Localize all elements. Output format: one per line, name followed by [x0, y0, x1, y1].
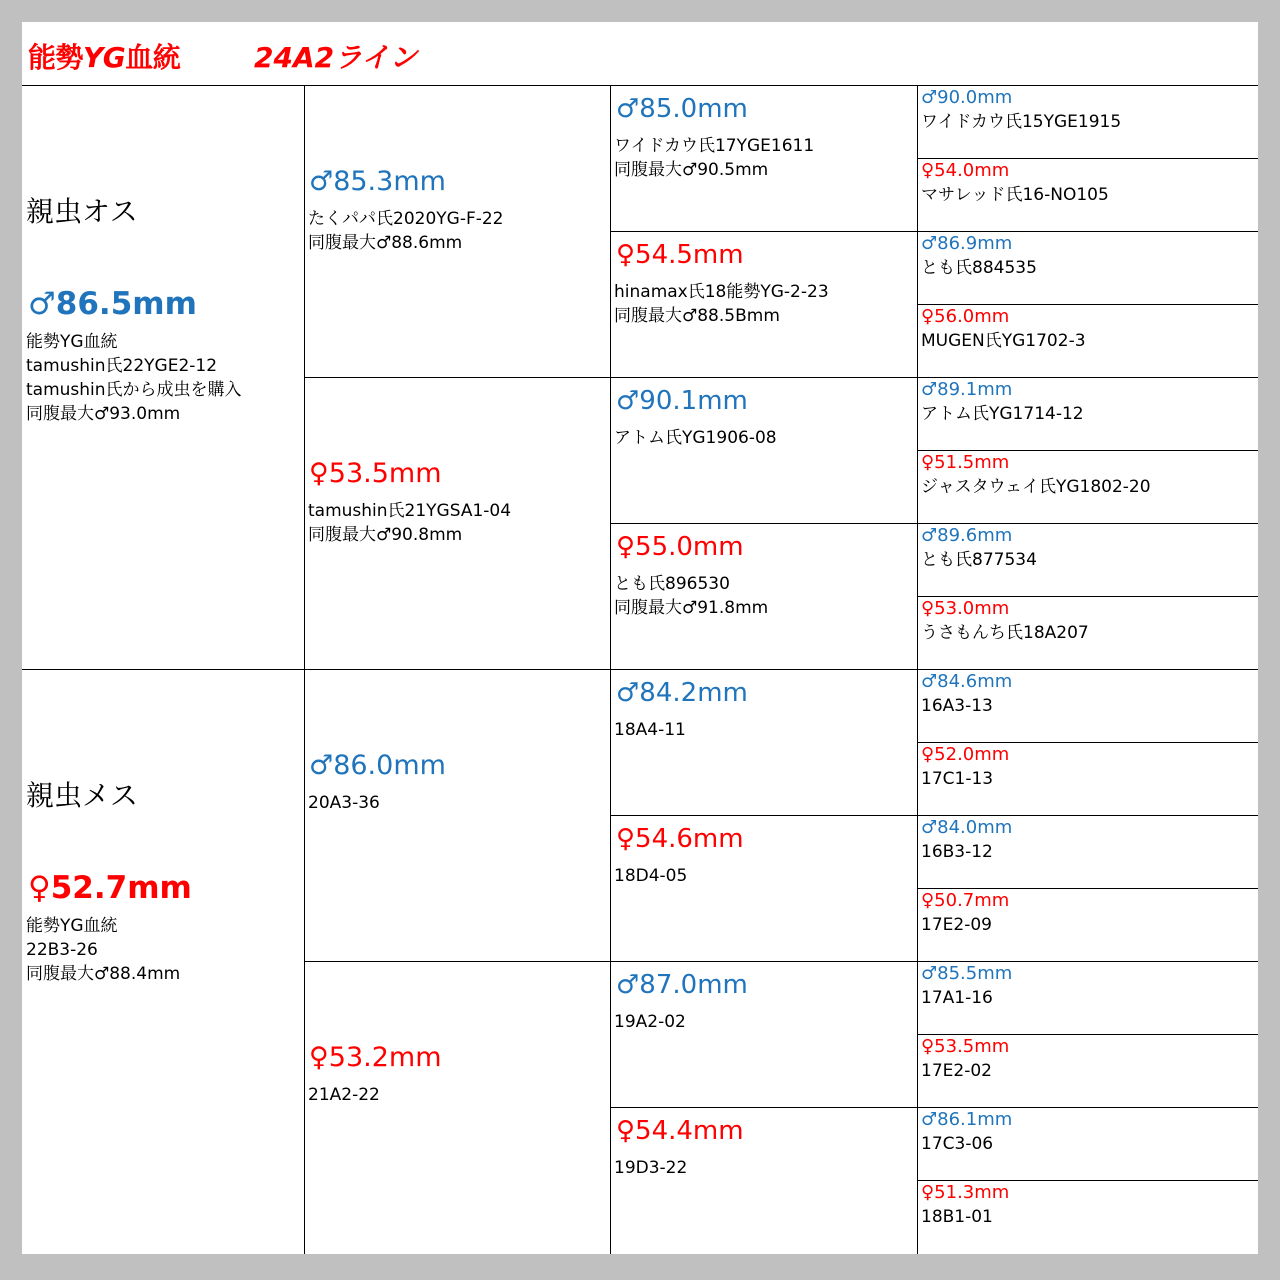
ancestor-size: ♂86.9mm	[921, 233, 1013, 254]
ancestor-detail-line: 16A3-13	[921, 696, 993, 716]
page-title	[28, 36, 180, 76]
ancestor-size: ♀50.7mm	[921, 890, 1010, 911]
grandparent-cell	[305, 378, 610, 670]
great-grandparent-details	[614, 426, 777, 450]
title-suffix: 血統	[125, 41, 181, 74]
great-grandparent-details	[614, 572, 768, 620]
great-grandparent-details	[614, 134, 814, 182]
great-grandparent-cell	[611, 1108, 917, 1254]
grandparent-detail-line: tamushin氏21YGSA1-04	[308, 501, 512, 521]
ancestor-cell	[918, 1035, 1258, 1108]
dam-cell	[22, 670, 304, 1254]
dam-heading: 親虫メス	[26, 779, 139, 812]
ancestor-cell	[918, 1108, 1258, 1181]
ancestor-detail-line: 17E2-02	[921, 1061, 992, 1081]
sire-cell	[22, 86, 304, 670]
ancestor-detail-line: マサレッド氏16-NO105	[921, 185, 1109, 205]
great-grandparent-cell	[611, 378, 917, 524]
ancestor-size: ♀51.3mm	[921, 1182, 1010, 1203]
ancestor-cell	[918, 816, 1258, 889]
ancestor-detail-line: とも氏884535	[921, 258, 1037, 278]
sire-detail-line: tamushin氏22YGE2-12	[26, 356, 218, 376]
sire-details	[26, 330, 242, 426]
grandparent-detail-line: 21A2-22	[308, 1085, 380, 1105]
ancestor-cell	[918, 743, 1258, 816]
grandparent-details	[308, 1083, 380, 1107]
sire-detail-line: 同腹最大♂93.0mm	[26, 404, 181, 424]
grandparent-details	[308, 791, 380, 815]
sire-heading: 親虫オス	[26, 195, 138, 228]
great-grandparent-cell	[611, 962, 917, 1108]
ancestor-cell	[918, 1181, 1258, 1254]
sire-size: ♂86.5mm	[28, 286, 197, 322]
grandparent-size: ♂86.0mm	[309, 750, 446, 781]
great-grandparent-detail-line: 19A2-02	[614, 1012, 686, 1032]
ancestor-detail-line: ワイドカウ氏15YGE1915	[921, 112, 1122, 132]
grandparent-cell	[305, 670, 610, 962]
ancestor-size: ♀53.0mm	[921, 598, 1010, 619]
great-grandparent-details	[614, 1010, 686, 1034]
great-grandparent-size: ♂87.0mm	[616, 970, 748, 1000]
ancestor-cell	[918, 524, 1258, 597]
great-grandparent-cell	[611, 524, 917, 670]
sire-detail-line: 能勢YG血統	[26, 332, 118, 352]
grandparent-details	[308, 207, 504, 255]
ancestor-size: ♀56.0mm	[921, 306, 1010, 327]
ancestor-size: ♂86.1mm	[921, 1109, 1013, 1130]
ancestor-cell	[918, 86, 1258, 159]
great-grandparent-detail-line: 同腹最大♂91.8mm	[614, 598, 769, 618]
ancestor-cell	[918, 962, 1258, 1035]
title-yg: YG	[83, 41, 126, 74]
ancestor-size: ♂89.1mm	[921, 379, 1013, 400]
ancestor-size: ♂90.0mm	[921, 87, 1013, 108]
great-grandparent-size: ♂85.0mm	[616, 94, 748, 124]
great-grandparent-cell	[611, 232, 917, 378]
great-grandparent-detail-line: 19D3-22	[614, 1158, 688, 1178]
ancestor-detail-line: 17A1-16	[921, 988, 993, 1008]
grandparent-cell	[305, 962, 610, 1254]
ancestor-size: ♂85.5mm	[921, 963, 1013, 984]
grandparent-details	[308, 499, 511, 547]
great-grandparent-details	[614, 718, 686, 742]
ancestor-detail-line: 17E2-09	[921, 915, 992, 935]
title-bar	[22, 22, 1258, 86]
ancestor-cell	[918, 232, 1258, 305]
great-grandparent-size: ♀54.4mm	[616, 1116, 744, 1146]
great-grandparent-size: ♂84.2mm	[616, 678, 748, 708]
grandparent-size: ♀53.5mm	[309, 458, 442, 489]
ancestor-detail-line: 17C3-06	[921, 1134, 994, 1154]
ancestor-detail-line: MUGEN氏YG1702-3	[921, 331, 1086, 351]
ancestor-size: ♀52.0mm	[921, 744, 1010, 765]
ancestor-detail-line: うさもんち氏18A207	[921, 623, 1089, 643]
ancestor-detail-line: とも氏877534	[921, 550, 1037, 570]
great-grandparent-cell	[611, 816, 917, 962]
great-grandparent-detail-line: 同腹最大♂90.5mm	[614, 160, 769, 180]
great-grandparent-size: ♀55.0mm	[616, 532, 744, 562]
great-grandparent-size: ♂90.1mm	[616, 386, 748, 416]
great-grandparent-detail-line: 18D4-05	[614, 866, 688, 886]
title-prefix: 能勢	[28, 41, 84, 74]
great-grandparent-details	[614, 864, 687, 888]
ancestor-cell	[918, 889, 1258, 962]
ancestor-cell	[918, 597, 1258, 670]
ancestor-cell	[918, 451, 1258, 524]
ancestor-cell	[918, 159, 1258, 232]
ancestor-cell	[918, 305, 1258, 378]
ancestor-detail-line: ジャスタウェイ氏YG1802-20	[921, 477, 1151, 497]
great-grandparent-size: ♀54.5mm	[616, 240, 744, 270]
great-grandparent-detail-line: hinamax氏18能勢YG-2-23	[614, 282, 829, 302]
ancestor-detail-line: 16B3-12	[921, 842, 993, 862]
ancestor-size: ♀54.0mm	[921, 160, 1010, 181]
great-grandparent-detail-line: ワイドカウ氏17YGE1611	[614, 136, 815, 156]
ancestor-size: ♂84.0mm	[921, 817, 1013, 838]
grandparent-size: ♂85.3mm	[309, 166, 446, 197]
great-grandparent-detail-line: アトム氏YG1906-08	[614, 428, 777, 448]
ancestor-detail-line: 17C1-13	[921, 769, 994, 789]
grandparent-size: ♀53.2mm	[309, 1042, 442, 1073]
line-name: 24A2ライン	[254, 41, 418, 74]
ancestor-size: ♂84.6mm	[921, 671, 1013, 692]
ancestor-size: ♀51.5mm	[921, 452, 1010, 473]
dam-size: ♀52.7mm	[28, 870, 192, 906]
sire-detail-line: tamushin氏から成虫を購入	[26, 380, 242, 400]
ancestor-size: ♀53.5mm	[921, 1036, 1010, 1057]
grandparent-detail-line: 20A3-36	[308, 793, 380, 813]
ancestor-size: ♂89.6mm	[921, 525, 1013, 546]
grandparent-detail-line: たくパパ氏2020YG-F-22	[308, 209, 504, 229]
great-grandparent-cell	[611, 670, 917, 816]
great-grandparent-detail-line: 18A4-11	[614, 720, 686, 740]
grandparent-cell	[305, 86, 610, 378]
dam-details	[26, 914, 180, 986]
ancestor-cell	[918, 670, 1258, 743]
grandparent-detail-line: 同腹最大♂90.8mm	[308, 525, 463, 545]
great-grandparent-cell	[611, 86, 917, 232]
great-grandparent-size: ♀54.6mm	[616, 824, 744, 854]
dam-detail-line: 22B3-26	[26, 940, 98, 960]
great-grandparent-details	[614, 280, 829, 328]
dam-detail-line: 同腹最大♂88.4mm	[26, 964, 181, 984]
dam-detail-line: 能勢YG血統	[26, 916, 118, 936]
great-grandparent-detail-line: とも氏896530	[614, 574, 730, 594]
grandparent-detail-line: 同腹最大♂88.6mm	[308, 233, 463, 253]
ancestor-detail-line: アトム氏YG1714-12	[921, 404, 1084, 424]
ancestor-cell	[918, 378, 1258, 451]
ancestor-detail-line: 18B1-01	[921, 1207, 993, 1227]
great-grandparent-detail-line: 同腹最大♂88.5Bmm	[614, 306, 780, 326]
great-grandparent-details	[614, 1156, 687, 1180]
